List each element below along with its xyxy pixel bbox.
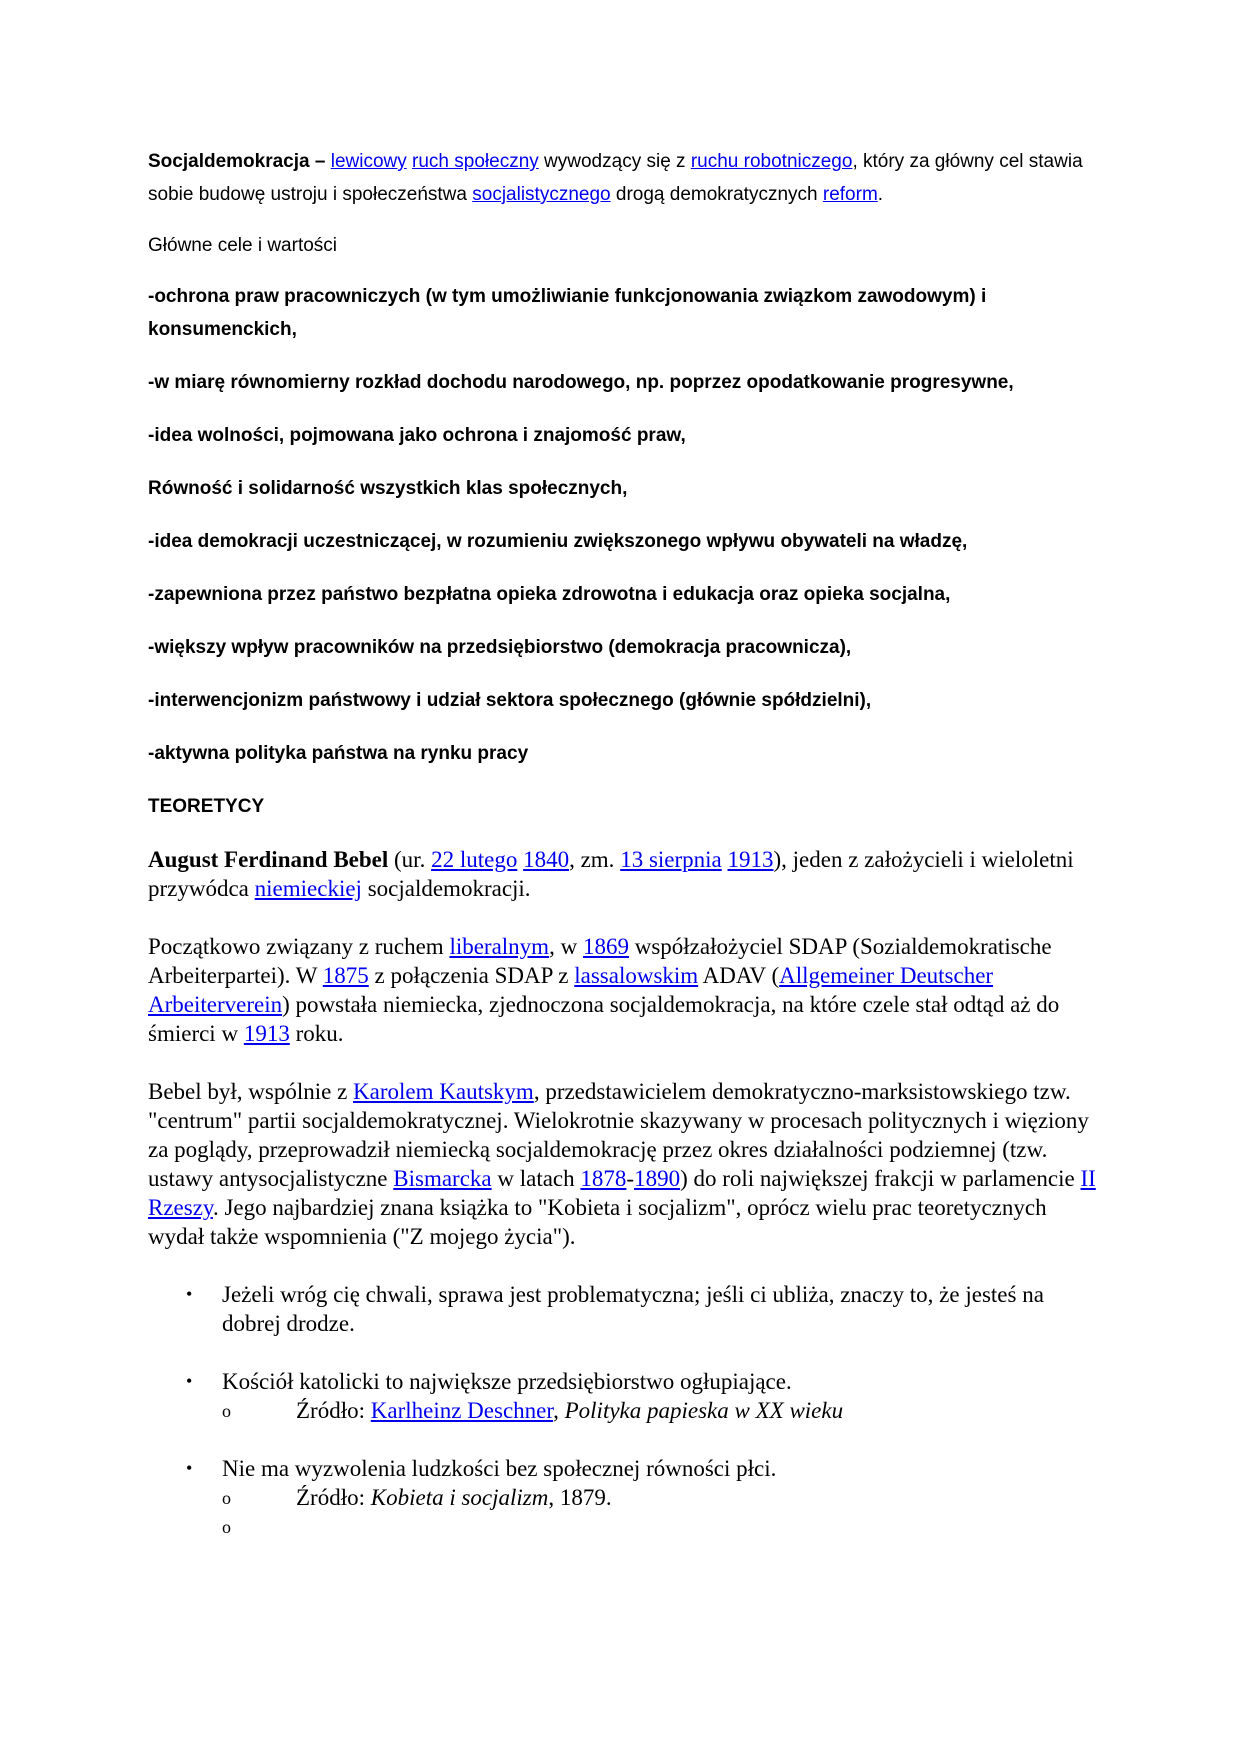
goal-item: -aktywna polityka państwa na rynku pracy xyxy=(148,743,529,764)
bio-text: socjaldemokracji. xyxy=(367,876,531,901)
link-niemieckiej[interactable]: niemieckiej xyxy=(254,876,362,901)
goal-item: -idea wolności, pojmowana jako ochrona i znajomość praw, xyxy=(148,425,686,446)
link-karlheinz-deschner[interactable]: Karlheinz Deschner xyxy=(370,1398,554,1423)
source-item xyxy=(222,1396,1098,1425)
quote-sources xyxy=(222,1483,1098,1541)
bio-text: w latach xyxy=(497,1166,575,1191)
term-socjaldemokracja: Socjaldemokracja – xyxy=(148,151,326,172)
bio-text: - xyxy=(626,1166,635,1191)
link-lassalowskim[interactable]: lassalowskim xyxy=(574,963,699,988)
circle-bullet-icon: o xyxy=(222,1401,231,1421)
theorists-heading: TEORETYCY xyxy=(148,796,265,817)
bio-text: . Jego najbardziej znana książka to "Kobieta i socjalizm", oprócz wielu prac teoretycznych wydał także wspomnienia ("Z mojego życia"). xyxy=(148,1195,1047,1249)
source-item-empty xyxy=(222,1512,1098,1541)
bullet-icon: • xyxy=(186,1458,193,1478)
goal-item: -ochrona praw pracowniczych (w tym umożliwianie funkcjonowania związkom zawodowym) i konsumenckich, xyxy=(148,286,987,340)
source-label: Źródło: xyxy=(296,1485,365,1510)
goal-item: -idea demokracji uczestniczącej, w rozumieniu zwiększonego wpływu obywateli na władzę, xyxy=(148,531,968,552)
intro-text: , który za główny cel stawia sobie budowę ustroju i społeczeństwa xyxy=(148,151,1083,205)
quote-item xyxy=(148,1367,1098,1425)
intro-paragraph xyxy=(148,145,1098,211)
bio-text: ADAV ( xyxy=(702,963,780,988)
intro-text: wywodzący się z xyxy=(544,151,686,172)
link-1875[interactable]: 1875 xyxy=(322,963,369,988)
bio-text: , w xyxy=(549,934,578,959)
quote-text: Jeżeli wróg cię chwali, sprawa jest problematyczna; jeśli ci ubliża, znaczy to, że jesteś na dobrej drodze. xyxy=(222,1282,1044,1336)
quotes-list xyxy=(148,1280,1098,1541)
document-page xyxy=(148,145,1098,1570)
bio-text: ) powstała niemiecka, zjednoczona socjaldemokracja, na które czele stał odtąd aż do śmierci w xyxy=(148,992,1060,1046)
link-1869[interactable]: 1869 xyxy=(582,934,629,959)
bio-text: współzałożyciel SDAP (Sozialdemokratische Arbeiterpartei). W xyxy=(148,934,1052,988)
bullet-icon: • xyxy=(186,1284,193,1304)
intro-text: . xyxy=(877,184,884,205)
source-sep: , xyxy=(553,1398,559,1423)
link-1913[interactable]: 1913 xyxy=(727,847,774,872)
bio-text: ), jeden z założycieli i wieloletni przywódca xyxy=(148,847,1074,901)
link-lewicowy[interactable]: lewicowy xyxy=(330,151,407,172)
link-bismarcka[interactable]: Bismarcka xyxy=(393,1166,492,1191)
link-1878[interactable]: 1878 xyxy=(580,1166,627,1191)
goal-item: -w miarę równomierny rozkład dochodu narodowego, np. poprzez opodatkowanie progresywne, xyxy=(148,372,1014,393)
link-socjalistycznego[interactable]: socjalistycznego xyxy=(472,184,611,205)
link-ruch-spoleczny[interactable]: ruch społeczny xyxy=(412,151,539,172)
link-reform[interactable]: reform xyxy=(822,184,878,205)
source-title: Kobieta i socjalizm xyxy=(370,1485,549,1510)
source-year: , 1879. xyxy=(548,1485,612,1510)
circle-bullet-icon: o xyxy=(222,1488,231,1508)
link-1840[interactable]: 1840 xyxy=(523,847,570,872)
goal-item: -zapewniona przez państwo bezpłatna opieka zdrowotna i edukacja oraz opieka socjalna, xyxy=(148,584,951,605)
bio-text: ) do roli największej frakcji w parlamencie xyxy=(680,1166,1075,1191)
bio-text: roku. xyxy=(295,1021,344,1046)
bio-text: , przedstawicielem demokratyczno-marksistowskiego tzw. "centrum" partii socjaldemokratycznej. Wielokrotnie skazywany w procesach politycznych i więziony za poglądy, przeprowadził niemiecką socjaldemokrację przez okres działalności podziemnej (tzw. ustawy antysocjalistyczne xyxy=(148,1079,1089,1191)
goal-item: -większy wpływ pracowników na przedsiębiorstwo (demokracja pracownicza), xyxy=(148,637,852,658)
bio-text: z połączenia SDAP z xyxy=(374,963,569,988)
quote-item xyxy=(148,1454,1098,1541)
bio-text: , zm. xyxy=(569,847,615,872)
link-13-sierpnia[interactable]: 13 sierpnia xyxy=(620,847,722,872)
source-title: Polityka papieska w XX wieku xyxy=(564,1398,844,1423)
bebel-name: August Ferdinand Bebel xyxy=(148,847,389,872)
goal-item: Równość i solidarność wszystkich klas społecznych, xyxy=(148,478,628,499)
intro-text: drogą demokratycznych xyxy=(615,184,818,205)
link-22-lutego[interactable]: 22 lutego xyxy=(431,847,518,872)
goals-heading: Główne cele i wartości xyxy=(148,235,338,256)
link-karolem-kautskym[interactable]: Karolem Kautskym xyxy=(353,1079,534,1104)
goal-item: -interwencjonizm państwowy i udział sektora społecznego (głównie spółdzielni), xyxy=(148,690,872,711)
bebel-intro-paragraph xyxy=(148,845,1098,903)
bullet-icon: • xyxy=(186,1371,193,1391)
link-1890[interactable]: 1890 xyxy=(634,1166,681,1191)
bebel-history-paragraph xyxy=(148,932,1098,1048)
bio-text: Początkowo związany z ruchem xyxy=(148,934,444,959)
bio-text: Bebel był, wspólnie z xyxy=(148,1079,348,1104)
quote-text: Kościół katolicki to największe przedsiębiorstwo ogłupiające. xyxy=(222,1369,792,1394)
source-item xyxy=(222,1483,1098,1512)
link-ii-rzeszy[interactable]: II Rzeszy xyxy=(148,1166,1096,1220)
quote-item xyxy=(148,1280,1098,1338)
link-liberalnym[interactable]: liberalnym xyxy=(449,934,550,959)
circle-bullet-icon: o xyxy=(222,1517,231,1537)
quote-sources xyxy=(222,1396,1098,1425)
bio-text: (ur. xyxy=(394,847,426,872)
link-ruchu-robotniczego[interactable]: ruchu robotniczego xyxy=(690,151,853,172)
source-label: Źródło: xyxy=(296,1398,365,1423)
link-adav[interactable]: Allgemeiner Deutscher Arbeiterverein xyxy=(148,963,994,1017)
quote-text: Nie ma wyzwolenia ludzkości bez społecznej równości płci. xyxy=(222,1456,777,1481)
bebel-legacy-paragraph xyxy=(148,1077,1098,1251)
link-1913-b[interactable]: 1913 xyxy=(243,1021,290,1046)
